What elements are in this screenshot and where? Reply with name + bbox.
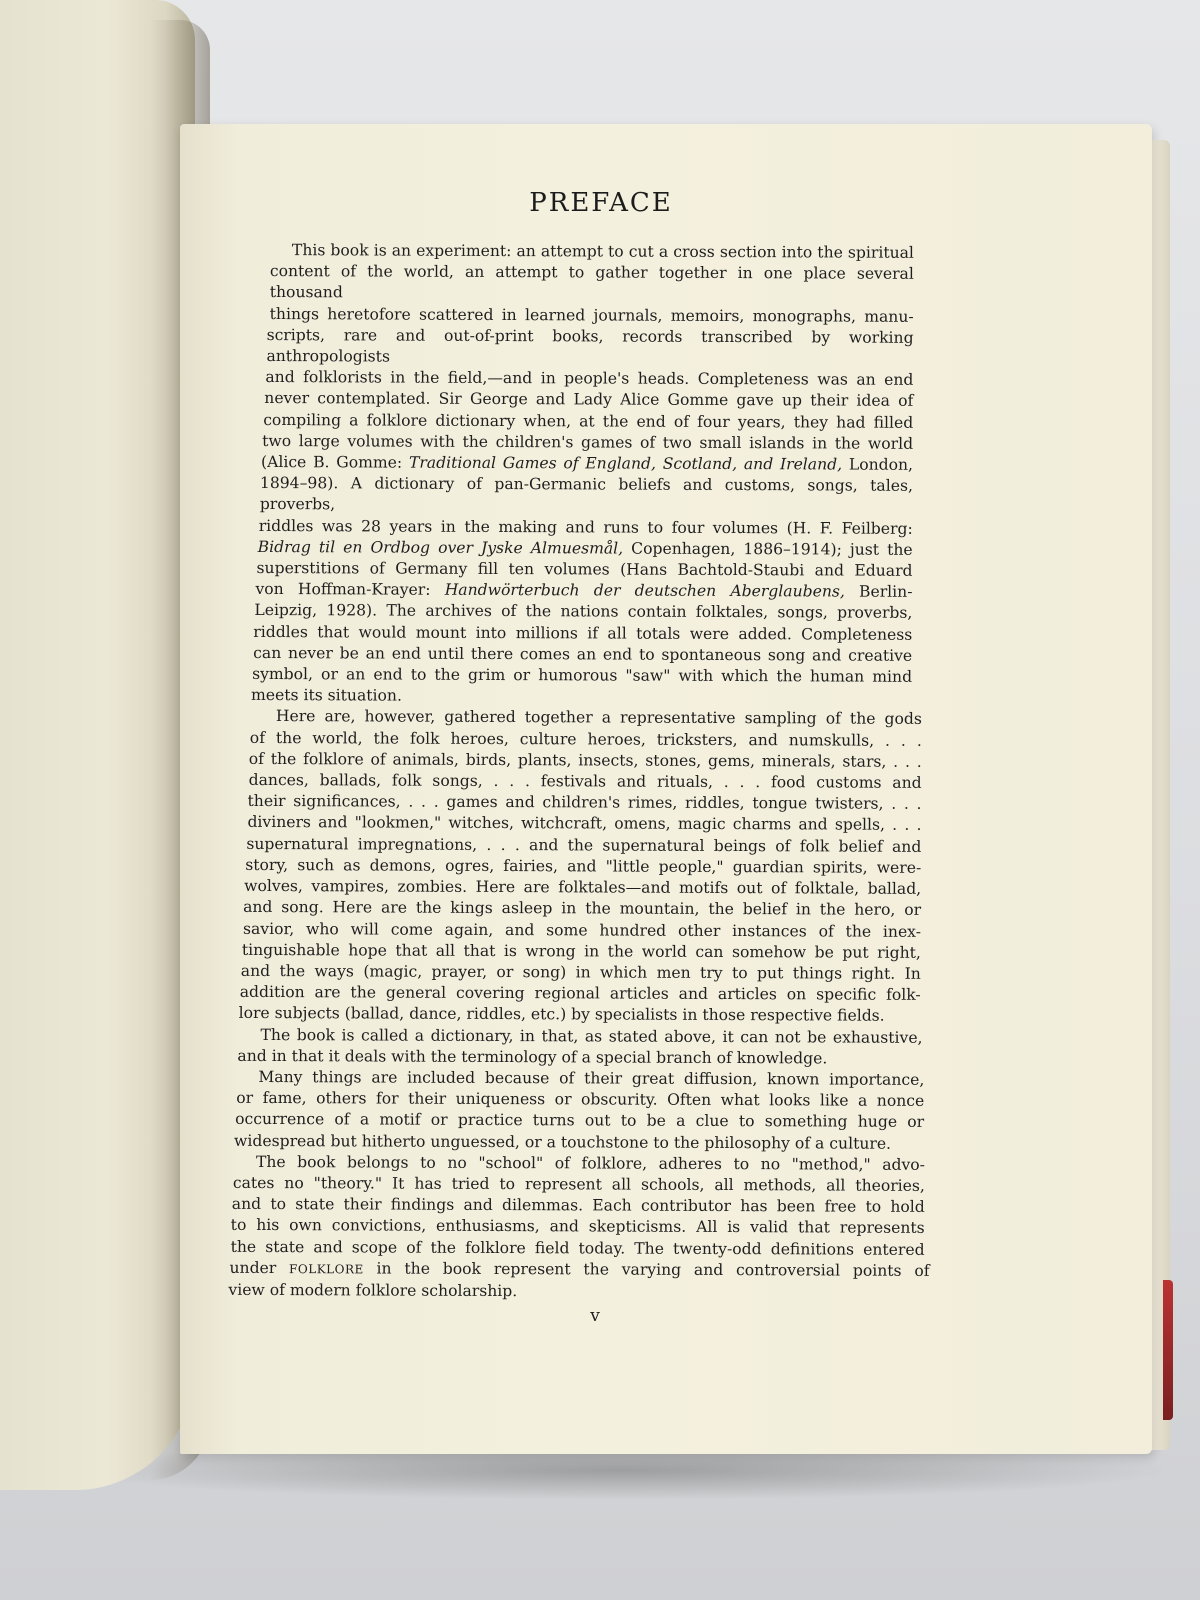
preface-line: The book is called a dictionary, in that, as stated above, it can not be exhaustive,	[260, 1025, 923, 1047]
preface-line: von Hoffman-Krayer: Handwörterbuch der deutschen Aberglaubens, Berlin-	[255, 580, 913, 602]
preface-line: things heretofore scattered in learned journals, memoirs, monographs, manu-	[269, 304, 914, 326]
page-number: v	[590, 1306, 600, 1326]
preface-line: savior, who will come again, and some hundred other instances of the inex-	[242, 919, 922, 941]
preface-line: and to state their findings and dilemmas. Each contributor has been free to hold	[231, 1194, 925, 1217]
preface-line: lore subjects (ballad, dance, riddles, etc.) by specialists in those respective fields.	[238, 1004, 885, 1026]
preface-line: riddles that would mount into millions if all totals were added. Completeness	[253, 622, 913, 644]
preface-line: occurrence of a motif or practice turns out to be a clue to something huge or	[235, 1110, 925, 1132]
preface-line: (Alice B. Gomme: Traditional Games of England, Scotland, and Ireland, London,	[260, 453, 914, 474]
preface-line: Leipzig, 1928). The archives of the nations contain folktales, songs, proverbs,	[254, 601, 913, 623]
preface-line: or fame, others for their uniqueness or obscurity. Often what looks like a nonce	[236, 1088, 925, 1110]
preface-line: wolves, vampires, zombies. Here are folktales—and motifs out of folktale, ballad,	[244, 876, 922, 898]
preface-line: symbol, or an end to the grim or humorous "saw" with which the human mind	[252, 664, 913, 686]
preface-line: dances, ballads, folk songs, . . . festivals and rituals, . . . food customs and	[248, 770, 922, 792]
preface-line: and folklorists in the field,—and in people's heads. Completeness was an end	[265, 368, 914, 390]
preface-line: of the folklore of animals, birds, plants, insects, stones, gems, minerals, stars, . . .	[248, 749, 922, 771]
preface-line: of the world, the folk heroes, culture heroes, tricksters, and numskulls, . . .	[249, 728, 922, 750]
preface-line: and song. Here are the kings asleep in the mountain, the belief in the hero, or	[243, 898, 922, 920]
preface-line: Many things are included because of their great diffusion, known importance,	[258, 1067, 925, 1089]
preface-line: never contemplated. Sir George and Lady Alice Gomme gave up their idea of	[264, 389, 914, 411]
preface-line: meets its situation.	[250, 686, 402, 705]
preface-line: 1894–98). A dictionary of pan-Germanic beliefs and customs, songs, tales, proverbs,	[259, 474, 913, 514]
preface-line: compiling a folklore dictionary when, at the end of four years, they had filled	[263, 410, 914, 432]
preface-line: and in that it deals with the terminology of a special branch of knowledge.	[237, 1046, 828, 1068]
preface-line: addition are the general covering regional articles and articles on specific folk-	[239, 982, 921, 1004]
preface-line: to his own convictions, enthusiasms, and skepticisms. All is valid that represents	[230, 1216, 925, 1238]
preface-line: under FOLKLORE in the book represent the varying and controversial points of	[229, 1258, 930, 1280]
preface-line: scripts, rare and out-of-print books, records transcribed by working anthropologists	[266, 325, 914, 366]
preface-line: their significances, . . . games and children's rimes, riddles, tongue twisters, . . .	[247, 792, 922, 814]
preface-line: Bidrag til en Ordbog over Jyske Almuesmål, Copenhagen, 1886–1914); just the	[257, 537, 913, 559]
preface-line: tinguishable hope that all that is wrong in the world can somehow be put right,	[241, 940, 921, 962]
preface-line: story, such as demons, ogres, fairies, and "little people," guardian spirits, were-	[245, 855, 922, 877]
preface-line: diviners and "lookmen," witches, witchcraft, omens, magic charms and spells, . . .	[247, 813, 922, 835]
preface-line: Here are, however, gathered together a representative sampling of the gods	[275, 707, 922, 729]
preface-line: riddles was 28 years in the making and runs to four volumes (H. F. Feilberg:	[258, 516, 913, 538]
page-title: PREFACE	[529, 188, 673, 218]
book-cover-edge	[1163, 1280, 1173, 1420]
preface-line: This book is an experiment: an attempt to cut a cross section into the spiritual	[291, 241, 914, 262]
preface-line: and the ways (magic, prayer, or song) in which men try to put things right. In	[240, 961, 921, 983]
preface-line: two large volumes with the children's games of two small islands in the world	[262, 431, 914, 453]
preface-line: can never be an end until there comes an end to spontaneous song and creative	[253, 643, 913, 665]
preface-line: supernatural impregnations, . . . and the supernatural beings of folk belief and	[246, 834, 922, 856]
preface-line: The book belongs to no "school" of folklore, adheres to no "method," advo-	[255, 1152, 926, 1174]
preface-body	[228, 240, 930, 1304]
preface-line: content of the world, an attempt to gather together in one place several thousand	[269, 262, 914, 302]
preface-line: widespread but hitherto unguessed, or a touchstone to the philosophy of a culture.	[234, 1131, 892, 1153]
preface-line: view of modern folklore scholarship.	[228, 1280, 518, 1301]
preface-line: superstitions of Germany fill ten volumes (Hans Bachtold-Staubi and Eduard	[256, 559, 913, 580]
preface-line: cates no "theory." It has tried to represent all schools, all methods, all theories,	[232, 1173, 925, 1195]
preface-line: the state and scope of the folklore field today. The twenty-odd definitions entered	[230, 1237, 925, 1259]
